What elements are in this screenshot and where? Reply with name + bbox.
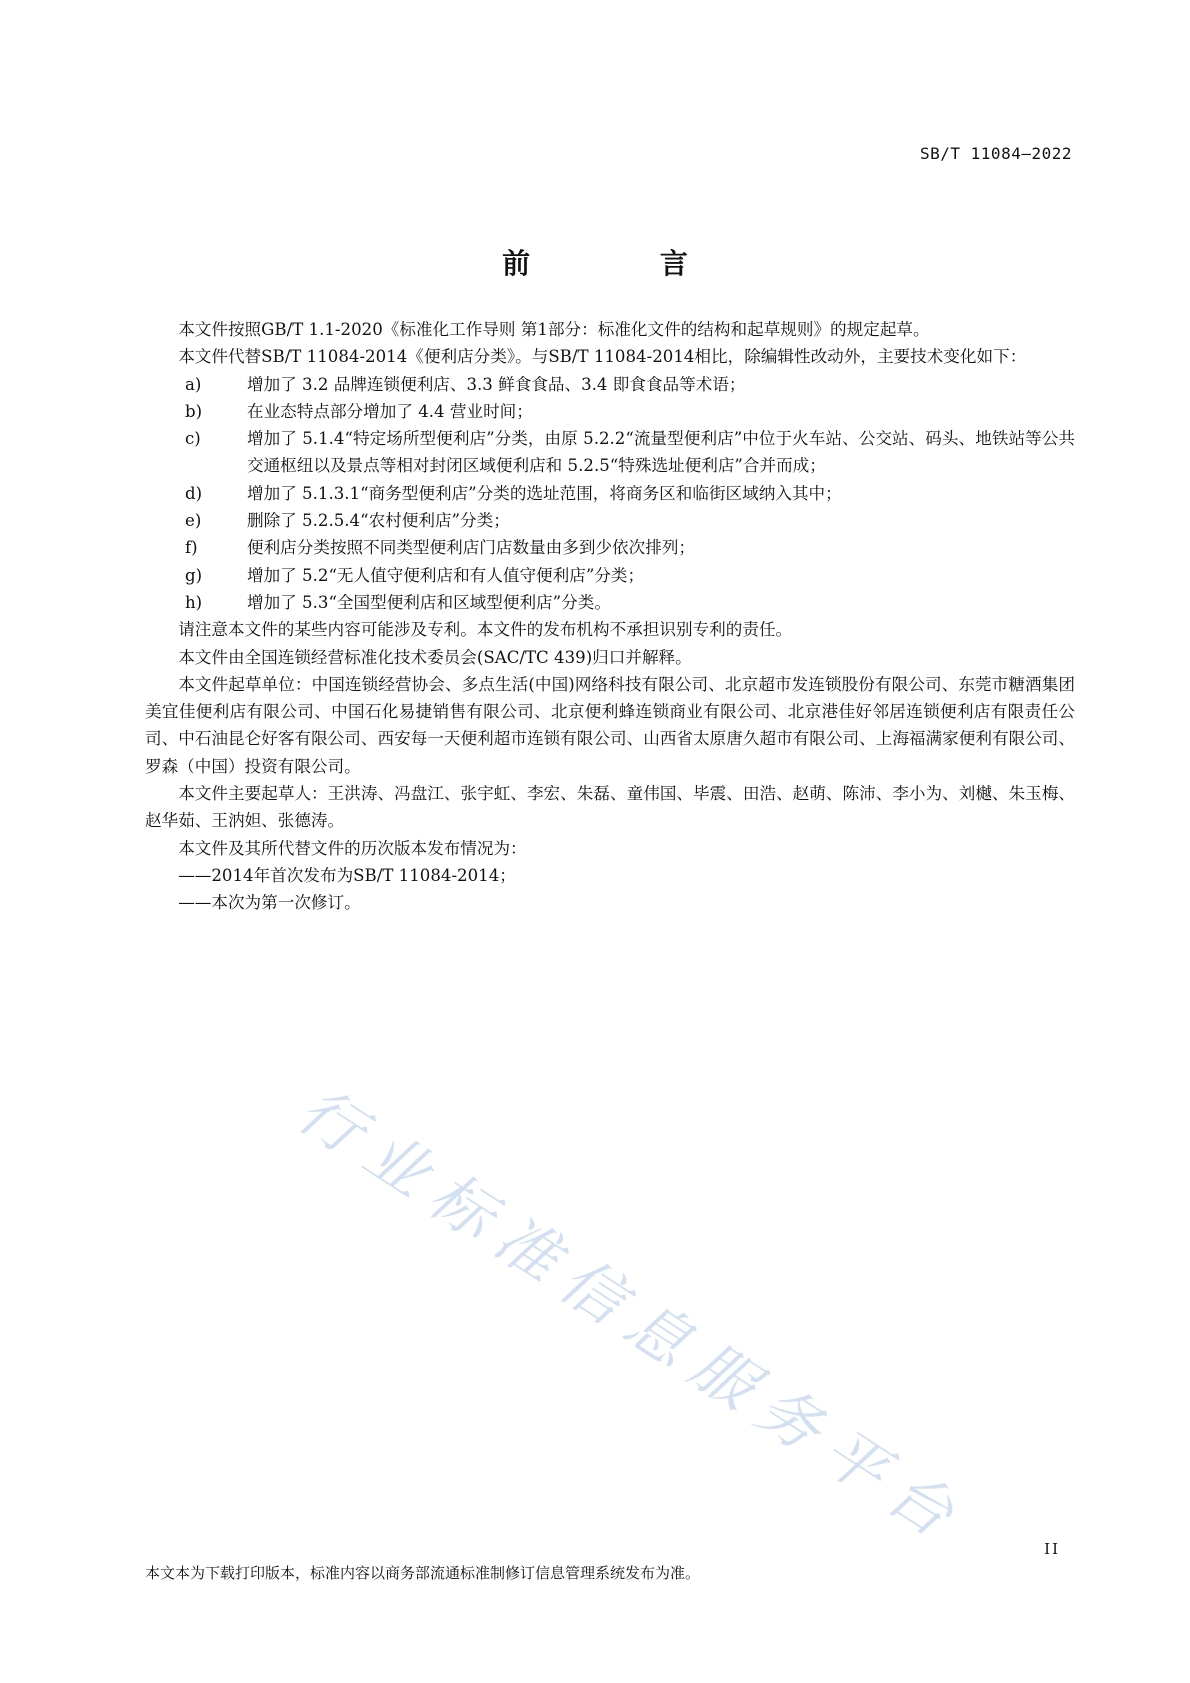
paragraph-drafting-units: 本文件起草单位：中国连锁经营协会、多点生活(中国)网络科技有限公司、北京超市发连锁股份有限公司、东莞市糖酒集团美宜佳便利店有限公司、中国石化易捷销售有限公司、北京便利蜂连锁商业有限公司、北京港佳好邻居连锁便利店有限责任公司、中石油昆仑好客有限公司、西安每一天便利超市连锁有限公司、山西省太原唐久超市有限公司、上海福满家便利有限公司、罗森（中国）投资有限公司。 — [145, 674, 1075, 776]
paragraph-replacement: 本文件代替SB/T 11084-2014《便利店分类》。与SB/T 11084-2014相比，除编辑性改动外，主要技术变化如下： — [178, 347, 1027, 367]
list-marker: h) — [185, 592, 203, 612]
list-item — [145, 534, 1075, 561]
footer-note: 本文本为下载打印版本，标准内容以商务部流通标准制修订信息管理系统发布为准。 — [145, 1564, 701, 1582]
list-item — [145, 480, 1075, 507]
history-item-revision: ——本次为第一次修订。 — [178, 893, 361, 913]
list-item — [145, 507, 1075, 534]
page-title: 前 言 — [502, 247, 748, 280]
list-item — [145, 562, 1075, 589]
list-marker: f) — [185, 538, 198, 558]
list-item-text: 删除了 5.2.5.4“农村便利店”分类； — [247, 511, 510, 531]
paragraph-committee: 本文件由全国连锁经营标准化技术委员会(SAC/TC 439)归口并解释。 — [178, 647, 692, 667]
list-item-text: 增加了 5.2“无人值守便利店和有人值守便利店”分类； — [247, 565, 645, 585]
list-marker: e) — [185, 511, 202, 531]
list-item — [145, 371, 1075, 398]
paragraph-standard-basis: 本文件按照GB/T 1.1-2020《标准化工作导则 第1部分：标准化文件的结构和起草规则》的规定起草。 — [178, 320, 930, 339]
list-marker: a) — [185, 374, 202, 394]
list-item — [145, 398, 1075, 425]
page-number: II — [1044, 1540, 1060, 1558]
paragraph-patent-notice: 请注意本文件的某些内容可能涉及专利。本文件的发布机构不承担识别专利的责任。 — [178, 620, 793, 640]
list-item-text: 增加了 5.3“全国型便利店和区域型便利店”分类。 — [247, 592, 611, 612]
list-marker: d) — [185, 483, 203, 503]
list-item-text: 增加了 5.1.4“特定场所型便利店”分类，由原 5.2.2“流量型便利店”中位于火车站、公交站、码头、地铁站等公共交通枢纽以及景点等相对封闭区域便利店和 5.2.5“特殊选址便利店”合并而成； — [247, 429, 1075, 476]
list-item-text: 增加了 5.1.3.1“商务型便利店”分类的选址范围，将商务区和临街区域纳入其中； — [247, 483, 842, 503]
paragraph-history-intro: 本文件及其所代替文件的历次版本发布情况为： — [178, 838, 527, 858]
list-marker: b) — [185, 401, 203, 421]
changes-list — [145, 371, 1075, 617]
watermark: 行业标准信息服务平台 — [285, 1073, 980, 1560]
list-marker: g) — [185, 565, 203, 585]
list-item-text: 在业态特点部分增加了 4.4 营业时间； — [247, 401, 533, 421]
list-item-text: 便利店分类按照不同类型便利店门店数量由多到少依次排列； — [247, 538, 696, 558]
list-item — [145, 425, 1075, 480]
list-marker: c) — [185, 429, 201, 449]
history-item-first: ——2014年首次发布为SB/T 11084-2014； — [178, 865, 516, 885]
foreword-body — [145, 316, 1075, 917]
list-item — [145, 589, 1075, 616]
document-code: SB/T 11084—2022 — [920, 144, 1072, 163]
paragraph-drafters: 本文件主要起草人：王洪涛、冯盘江、张宇虹、李宏、朱磊、童伟国、毕震、田浩、赵萌、陈沛、李小为、刘樾、朱玉梅、赵华茹、王汭妲、张德涛。 — [145, 784, 1075, 831]
list-item-text: 增加了 3.2 品牌连锁便利店、3.3 鲜食食品、3.4 即食食品等术语； — [247, 374, 746, 394]
